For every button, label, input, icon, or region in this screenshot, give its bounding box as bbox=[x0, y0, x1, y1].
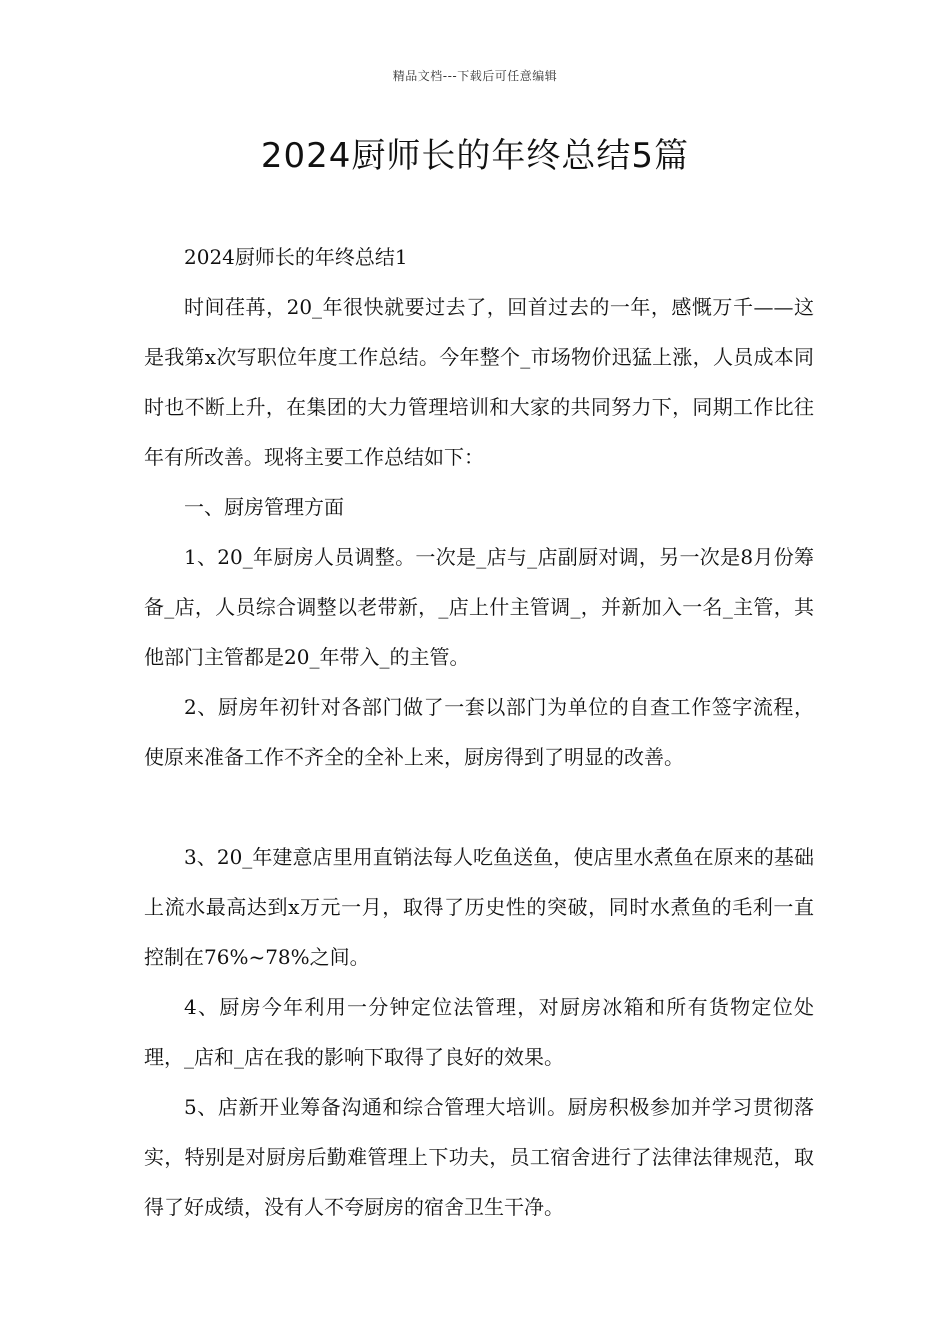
paragraph: 3、20_年建意店里用直销法每人吃鱼送鱼，使店里水煮鱼在原来的基础上流水最高达到x万元一月，取得了历史性的突破，同时水煮鱼的毛利一直控制在76%~78%之间。 bbox=[144, 845, 814, 969]
document-body bbox=[144, 232, 814, 1232]
document-title: 2024厨师长的年终总结5篇 bbox=[260, 136, 690, 176]
header-note: 精品文档---下载后可任意编辑 bbox=[392, 69, 558, 83]
subsection-heading: 一、厨房管理方面 bbox=[184, 495, 344, 519]
paragraph: 时间荏苒，20_年很快就要过去了，回首过去的一年，感慨万千——这是我第x次写职位年度工作总结。今年整个_市场物价迅猛上涨，人员成本同时也不断上升，在集团的大力管理培训和大家的共同努力下，同期工作比往年有所改善。现将主要工作总结如下： bbox=[144, 295, 814, 469]
section-heading: 2024厨师长的年终总结1 bbox=[184, 245, 408, 269]
paragraph: 5、店新开业筹备沟通和综合管理大培训。厨房积极参加并学习贯彻落实，特别是对厨房后勤难管理上下功夫，员工宿舍进行了法律法律规范，取得了好成绩，没有人不夸厨房的宿舍卫生干净。 bbox=[144, 1095, 814, 1219]
paragraph: 1、20_年厨房人员调整。一次是_店与_店副厨对调，另一次是8月份筹备_店，人员综合调整以老带新，_店上什主管调_，并新加入一名_主管，其他部门主管都是20_年带入_的主管。 bbox=[144, 545, 814, 669]
paragraph: 2、厨房年初针对各部门做了一套以部门为单位的自查工作签字流程，使原来准备工作不齐全的全补上来，厨房得到了明显的改善。 bbox=[144, 695, 814, 769]
paragraph: 4、厨房今年利用一分钟定位法管理，对厨房冰箱和所有货物定位处理，_店和_店在我的影响下取得了良好的效果。 bbox=[144, 995, 814, 1069]
